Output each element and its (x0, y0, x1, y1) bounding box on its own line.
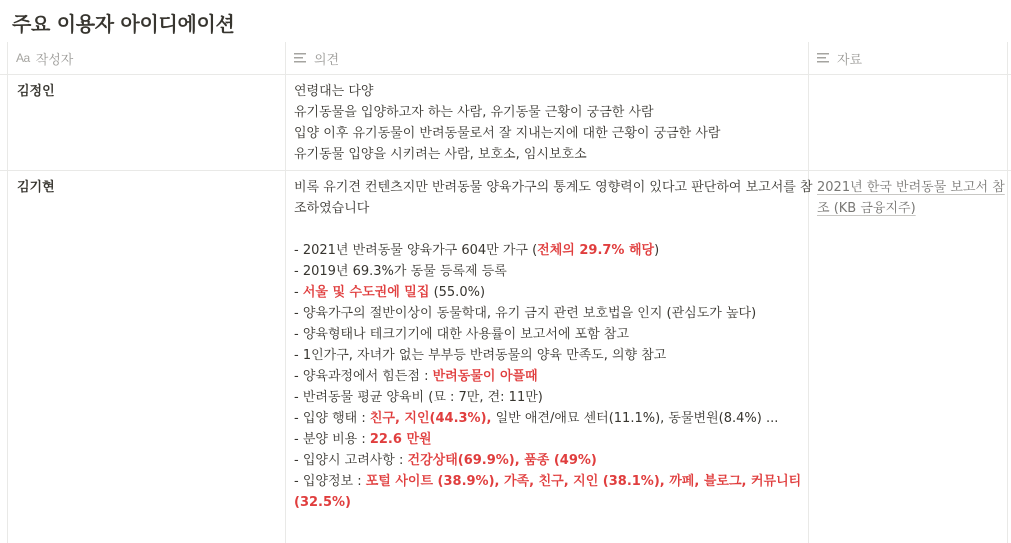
bullet-item (294, 408, 813, 429)
column-header-opinion[interactable] (294, 42, 339, 74)
table-header (0, 42, 1011, 75)
bullet-text: - 양육가구의 절반이상이 동물학대, 유기 금지 관련 보호법을 인지 (관심도가 높다) (294, 306, 757, 321)
reference-link[interactable]: 조 (KB 금융지주) (817, 201, 916, 216)
author-cell[interactable]: 김기현 (17, 180, 55, 195)
bullet-item (294, 303, 813, 324)
column-header-label: 자료 (837, 52, 863, 68)
column-header-label: 작성자 (35, 52, 74, 68)
page-title: 주요 이용자 아이디에이션 (12, 12, 235, 36)
bullet-item (294, 240, 813, 261)
table-row[interactable] (0, 75, 1011, 171)
blank-line (294, 219, 813, 240)
opinion-cell[interactable] (294, 81, 721, 165)
bullet-text: - 1인가구, 자녀가 없는 부부등 반려동물의 양육 만족도, 의향 참고 (294, 348, 667, 363)
bullet-text: - 입양정보 : (294, 474, 366, 489)
bullet-text: - 2021년 반려동물 양육가구 604만 가구 ( (294, 243, 538, 258)
bullet-text: - 반려동물 평균 양육비 (묘 : 7만, 견: 11만) (294, 390, 543, 405)
text-lines-icon (294, 52, 308, 64)
bullet-text: - 2019년 69.3%가 동물 등록제 등록 (294, 264, 507, 279)
opinion-line: 비록 유기견 컨텐츠지만 반려동물 양육가구의 통계도 영향력이 있다고 판단하여 보고서를 참 (294, 180, 813, 195)
bullet-text: - (294, 285, 303, 300)
column-header-reference[interactable] (817, 42, 862, 74)
bullet-item (294, 429, 813, 450)
bullet-highlight: (32.5%) (294, 495, 351, 510)
opinion-line: 유기동물을 입양하고자 하는 사람, 유기동물 근황이 궁금한 사람 (294, 105, 654, 120)
text-property-icon: Aa (16, 51, 30, 65)
bullet-text: ) (654, 243, 660, 258)
bullet-item (294, 324, 813, 345)
bullet-item (294, 261, 813, 282)
bullet-item (294, 471, 813, 492)
bullet-highlight: 건강상태(69.9%), 품종 (49%) (407, 453, 597, 468)
bullet-item (294, 366, 813, 387)
bullet-text: - 입양시 고려사항 : (294, 453, 408, 468)
bullet-highlight: 반려동물이 아플때 (432, 369, 538, 384)
bullet-highlight: 서울 및 수도권에 밀집 (302, 285, 430, 300)
bullet-text: - 입양 행태 : (294, 411, 370, 426)
author-cell[interactable]: 김정인 (17, 84, 55, 99)
bullet-highlight: 22.6 만원 (369, 432, 432, 447)
opinion-line: 연령대는 다양 (294, 84, 374, 99)
bullet-item (294, 450, 813, 471)
opinion-line: 조하였습니다 (294, 201, 370, 216)
reference-cell[interactable] (817, 177, 1005, 219)
bullet-text: - 양육형태나 테크기기에 대한 사용률이 보고서에 포함 참고 (294, 327, 630, 342)
opinion-cell[interactable] (294, 177, 813, 513)
column-header-author[interactable] (16, 42, 73, 74)
bullet-highlight: 전체의 29.7% 해당 (537, 243, 655, 258)
reference-link[interactable]: 2021년 한국 반려동물 보고서 참 (817, 180, 1005, 195)
bullet-item (294, 282, 813, 303)
opinion-line: 유기동물 입양을 시키려는 사람, 보호소, 임시보호소 (294, 147, 587, 162)
bullet-text: - 양육과정에서 힘든점 : (294, 369, 433, 384)
bullet-text: (55.0%) (429, 285, 486, 300)
opinion-line: 입양 이후 유기동물이 반려동물로서 잘 지내는지에 대한 근황이 궁금한 사람 (294, 126, 721, 141)
bullet-text: - 분양 비용 : (294, 432, 370, 447)
bullet-highlight: 친구, 지인(44.3%), (369, 411, 492, 426)
bullet-text: 일반 애견/애묘 센터(11.1%), 동물변원(8.4%) ... (491, 411, 779, 426)
bullet-item (294, 345, 813, 366)
table-row[interactable] (0, 171, 1011, 543)
text-lines-icon (817, 52, 831, 64)
bullet-item (294, 492, 813, 513)
bullet-highlight: 포털 사이트 (38.9%), 가족, 친구, 지인 (38.1%), 까페, 블로그, 커뮤니티 (365, 474, 802, 489)
bullet-item (294, 387, 813, 408)
column-header-label: 의견 (314, 52, 340, 68)
